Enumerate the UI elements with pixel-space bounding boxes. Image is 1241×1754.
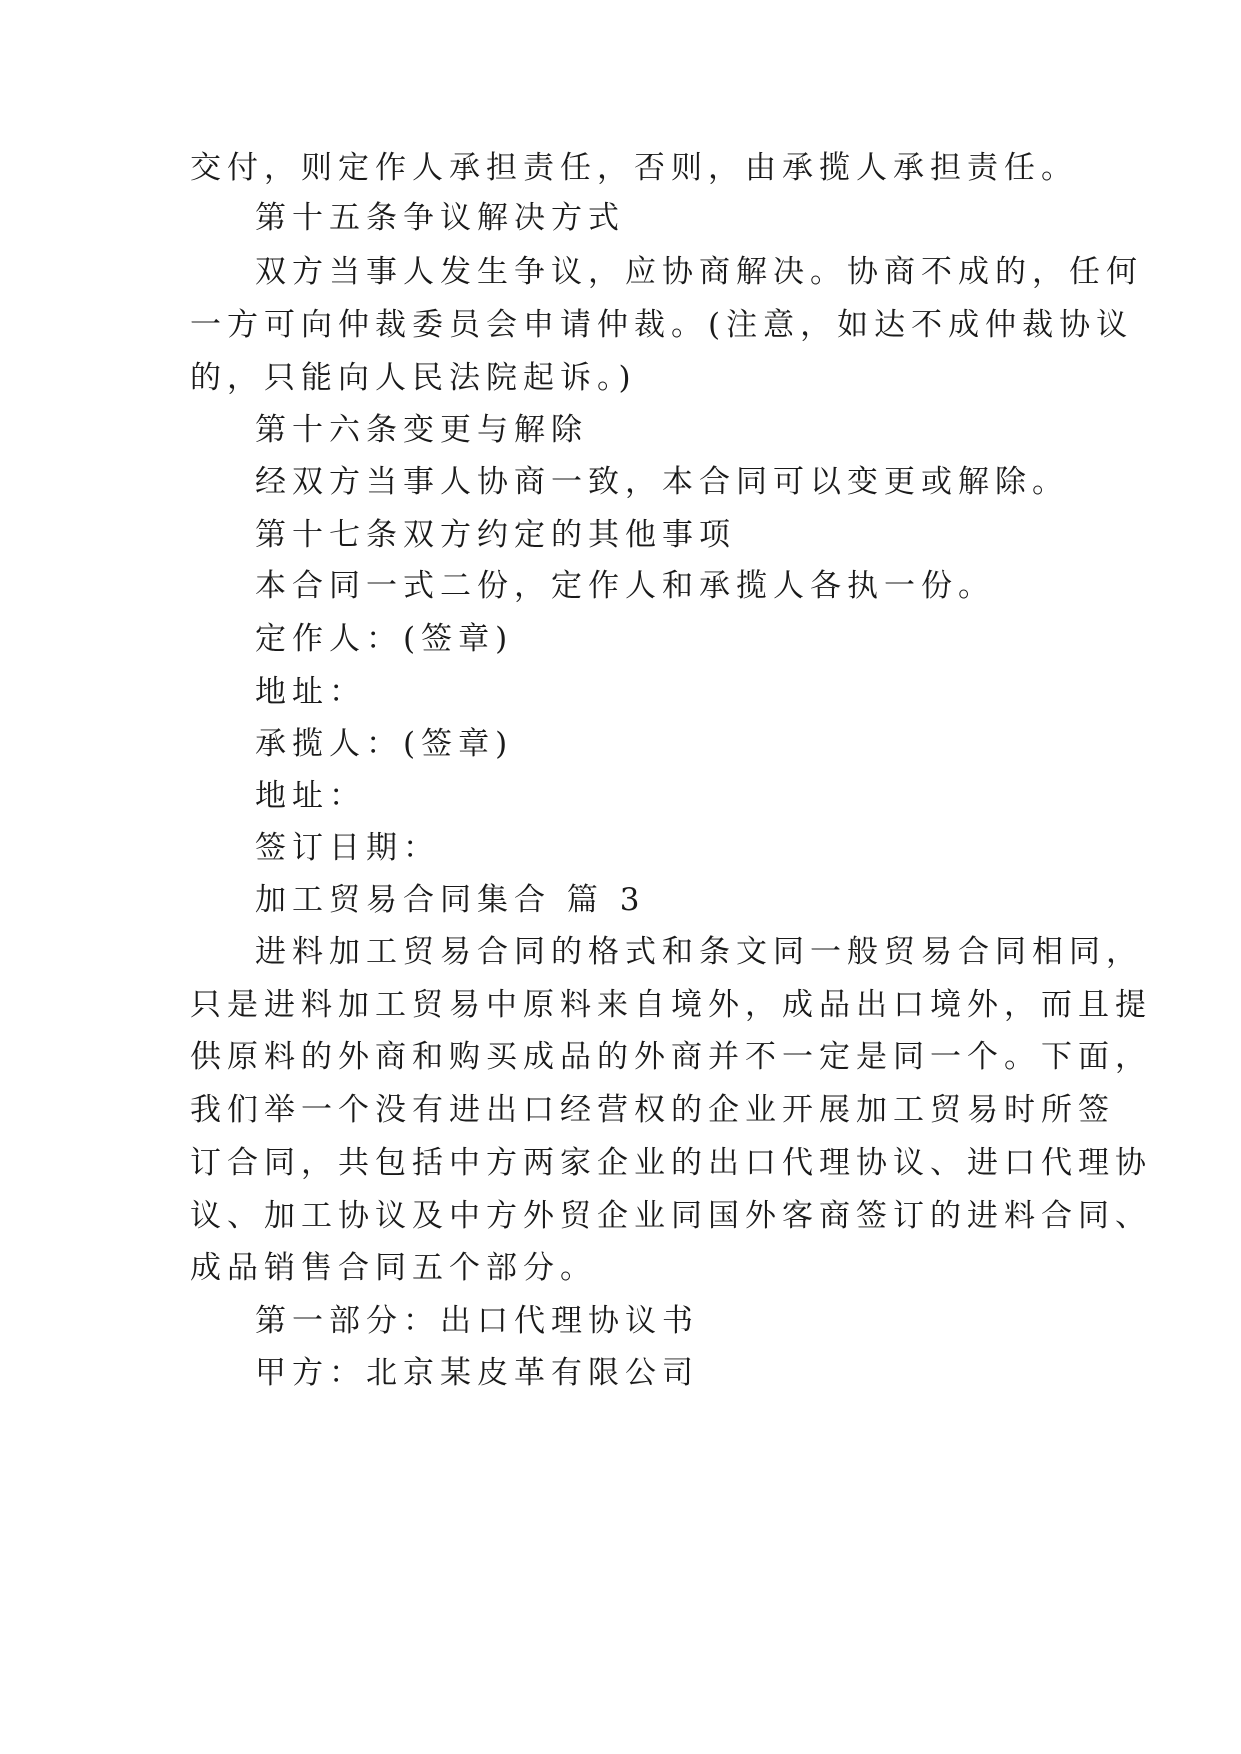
signature-field: 承揽人：(签章) xyxy=(255,726,514,762)
address-field: 地址： xyxy=(255,674,366,710)
date-field: 签订日期： xyxy=(255,830,440,866)
paragraph-line: 进料加工贸易合同的格式和条文同一般贸易合同相同， xyxy=(255,934,1143,970)
article-heading: 第十六条变更与解除 xyxy=(255,412,588,448)
paragraph-line: 一方可向仲裁委员会申请仲裁。(注意，如达不成仲裁协议 xyxy=(190,307,1134,343)
signature-field: 定作人：(签章) xyxy=(255,621,514,657)
paragraph-line: 本合同一式二份，定作人和承揽人各执一份。 xyxy=(255,568,995,604)
paragraph-line: 经双方当事人协商一致，本合同可以变更或解除。 xyxy=(255,464,1069,500)
part-heading: 第一部分：出口代理协议书 xyxy=(255,1303,699,1339)
paragraph-line: 只是进料加工贸易中原料来自境外，成品出口境外，而且提 xyxy=(190,987,1152,1023)
section-heading: 加工贸易合同集合 篇 3 xyxy=(255,882,646,918)
paragraph-line: 订合同，共包括中方两家企业的出口代理协议、进口代理协 xyxy=(190,1145,1152,1181)
party-line: 甲方：北京某皮革有限公司 xyxy=(255,1355,699,1391)
article-heading: 第十五条争议解决方式 xyxy=(255,200,625,236)
paragraph-line: 交付，则定作人承担责任，否则，由承揽人承担责任。 xyxy=(190,150,1078,186)
address-field: 地址： xyxy=(255,778,366,814)
paragraph-line: 双方当事人发生争议，应协商解决。协商不成的，任何 xyxy=(255,254,1143,290)
paragraph-line: 成品销售合同五个部分。 xyxy=(190,1250,597,1286)
article-heading: 第十七条双方约定的其他事项 xyxy=(255,517,736,553)
paragraph-line: 议、加工协议及中方外贸企业同国外客商签订的进料合同、 xyxy=(190,1198,1152,1234)
paragraph-line: 供原料的外商和购买成品的外商并不一定是同一个。下面， xyxy=(190,1039,1152,1075)
paragraph-line: 的，只能向人民法院起诉。) xyxy=(190,360,637,396)
paragraph-line: 我们举一个没有进出口经营权的企业开展加工贸易时所签 xyxy=(190,1092,1115,1128)
